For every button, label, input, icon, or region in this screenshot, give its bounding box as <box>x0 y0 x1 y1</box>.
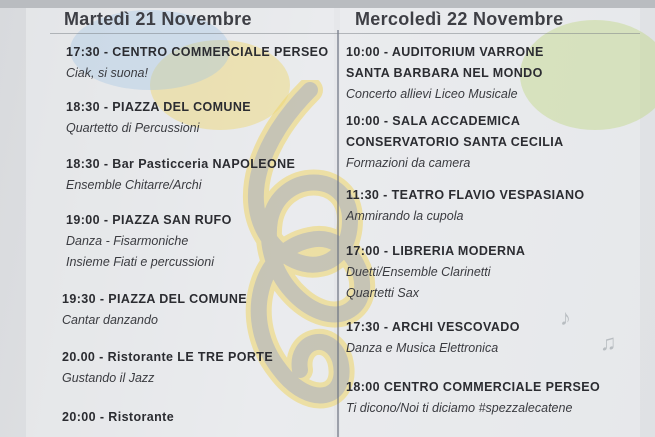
event-item <box>66 42 329 84</box>
event-item <box>66 210 232 273</box>
event-item <box>346 377 600 419</box>
column-divider <box>337 30 339 437</box>
event-item <box>346 185 585 227</box>
event-description: Gustando il Jazz <box>62 371 155 385</box>
day-heading-left: Martedì 21 Novembre <box>64 9 252 29</box>
event-item <box>62 407 174 428</box>
event-description: Ti dicono/Noi ti diciamo #spezzalecatene <box>346 401 573 415</box>
event-time-place: 17:30 - CENTRO COMMERCIALE PERSEO <box>66 45 329 59</box>
event-time-place: 18:00 CENTRO COMMERCIALE PERSEO <box>346 380 601 394</box>
event-item <box>62 289 247 331</box>
event-time-place: 10:00 - AUDITORIUM VARRONE <box>346 45 544 59</box>
day-heading-right: Mercoledì 22 Novembre <box>355 9 564 29</box>
event-item <box>346 42 544 105</box>
event-time-place: 18:30 - Bar Pasticceria NAPOLEONE <box>66 157 296 171</box>
event-description: Danza e Musica Elettronica <box>346 341 499 355</box>
event-description: Concerto allievi Liceo Musicale <box>346 87 518 101</box>
header-rule <box>50 33 640 34</box>
event-time-place: 17:00 - LIBRERIA MODERNA <box>346 244 526 258</box>
event-venue: SANTA BARBARA NEL MONDO <box>346 66 543 80</box>
top-band <box>0 0 655 8</box>
event-description: Cantar danzando <box>62 313 158 327</box>
event-time-place: 11:30 - TEATRO FLAVIO VESPASIANO <box>346 188 585 202</box>
event-item <box>62 347 273 389</box>
event-item <box>346 241 525 304</box>
event-time-place: 20:00 - Ristorante <box>62 410 175 424</box>
event-description: Ensemble Chitarre/Archi <box>66 178 202 192</box>
music-note-icon: ♫ <box>600 330 617 355</box>
event-time-place: 19:00 - PIAZZA SAN RUFO <box>66 213 232 227</box>
event-time-place: 18:30 - PIAZZA DEL COMUNE <box>66 100 252 114</box>
event-item <box>346 317 520 359</box>
event-time-place: 17:30 - ARCHI VESCOVADO <box>346 320 520 334</box>
event-description: Danza - Fisarmoniche <box>66 234 189 248</box>
event-description: Duetti/Ensemble Clarinetti <box>346 265 491 279</box>
event-time-place: 19:30 - PIAZZA DEL COMUNE <box>62 292 248 306</box>
event-item <box>346 111 564 174</box>
music-note-icon: ♪ <box>560 305 571 330</box>
event-time-place: 20.00 - Ristorante LE TRE PORTE <box>62 350 274 364</box>
event-venue: CONSERVATORIO SANTA CECILIA <box>346 135 564 149</box>
event-description: Formazioni da camera <box>346 156 471 170</box>
event-item <box>66 97 251 139</box>
event-time-place: 10:00 - SALA ACCADEMICA <box>346 114 521 128</box>
event-item <box>66 154 295 196</box>
event-description: Quartetti Sax <box>346 286 419 300</box>
event-description: Ammirando la cupola <box>346 209 464 223</box>
event-description: Insieme Fiati e percussioni <box>66 255 214 269</box>
event-description: Ciak, si suona! <box>66 66 148 80</box>
event-description: Quartetto di Percussioni <box>66 121 200 135</box>
